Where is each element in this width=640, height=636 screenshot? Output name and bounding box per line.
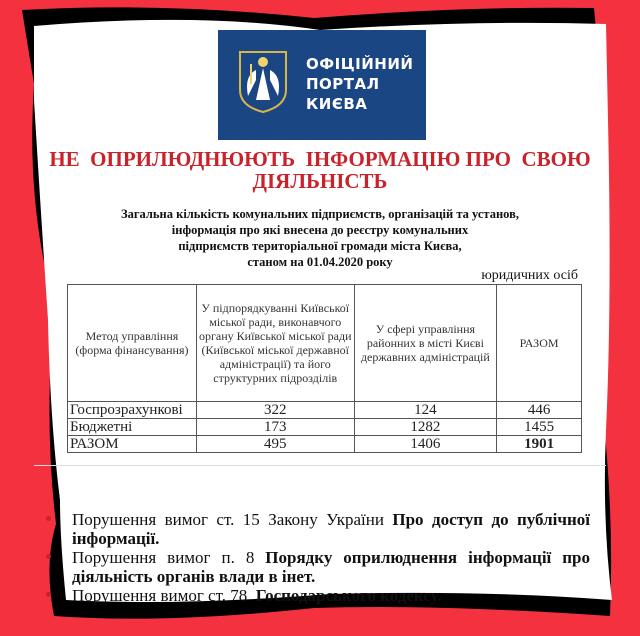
list-item	[40, 586, 590, 605]
cell-district: 1282	[354, 419, 497, 436]
cell-grand-total: 1901	[497, 436, 582, 453]
kyiv-portal-logo	[218, 30, 426, 140]
header-district: У сфері управління районних в місті Києві державних адміністрацій	[354, 285, 497, 402]
bullet-bold-text: Порядку оприлюднення інформації про діяльність органів влади в інет.	[72, 548, 590, 586]
cell-total: 446	[497, 402, 582, 419]
cell-kmda: 322	[196, 402, 354, 419]
header-method: Метод управління (форма фінансування)	[68, 285, 197, 402]
bullet-plain-text: Порушення вимог ст. 15 Закону України	[72, 510, 393, 529]
bullet-icon	[46, 592, 51, 597]
header-kmda: У підпорядкуванні Київської міської ради, виконавчого органу Київської міської ради (Київської міської державної адміністрації) та його структурних підрозділів	[196, 285, 354, 402]
bullet-plain-text: Порушення вимог ст. 78	[72, 586, 256, 605]
logo-line-1: ОФІЦІЙНИЙ	[306, 55, 414, 73]
row-label: Госпрозрахункові	[68, 402, 197, 419]
table-row-total	[68, 436, 582, 453]
table-row	[68, 419, 582, 436]
subtitle-line-4: станом на 01.04.2020 року	[247, 255, 393, 269]
enterprises-table	[67, 284, 582, 453]
document-subtitle	[60, 206, 580, 270]
cell-total: 1455	[497, 419, 582, 436]
violations-list	[40, 510, 590, 605]
cell-kmda: 173	[196, 419, 354, 436]
bullet-icon	[46, 554, 51, 559]
list-item	[40, 548, 590, 586]
headline-line-2: ДІЯЛЬНІСТЬ	[252, 169, 388, 193]
units-label: юридичних осіб	[481, 268, 578, 283]
row-label: РАЗОМ	[68, 436, 197, 453]
table-row	[68, 402, 582, 419]
cell-kmda: 495	[196, 436, 354, 453]
subtitle-line-1: Загальна кількість комунальних підприємств, організацій та установ,	[121, 207, 519, 221]
bullet-bold-text: Про доступ до публічної інформації.	[72, 510, 591, 548]
headline-line-1: НЕ ОПРИЛЮДНЮЮТЬ ІНФОРМАЦІЮ ПРО СВОЮ	[49, 147, 591, 171]
table-header-row	[68, 285, 582, 402]
archangel-crest-icon	[238, 50, 288, 114]
bullet-icon	[46, 516, 51, 521]
subtitle-line-2: інформація про які внесена до реєстру комунальних	[171, 223, 469, 237]
headline	[40, 148, 600, 192]
cell-district: 1406	[354, 436, 497, 453]
logo-line-3: КИЄВА	[306, 95, 368, 113]
subtitle-line-3: підприємств територіальної громади міста Києва,	[178, 239, 462, 253]
header-total: РАЗОМ	[497, 285, 582, 402]
list-item	[40, 510, 590, 548]
divider	[34, 465, 606, 466]
bullet-plain-text: Порушення вимог п. 8	[72, 548, 266, 567]
row-label: Бюджетні	[68, 419, 197, 436]
logo-line-2: ПОРТАЛ	[306, 75, 380, 93]
bullet-bold-text: Господарського кодексу.	[255, 586, 442, 605]
cell-district: 124	[354, 402, 497, 419]
